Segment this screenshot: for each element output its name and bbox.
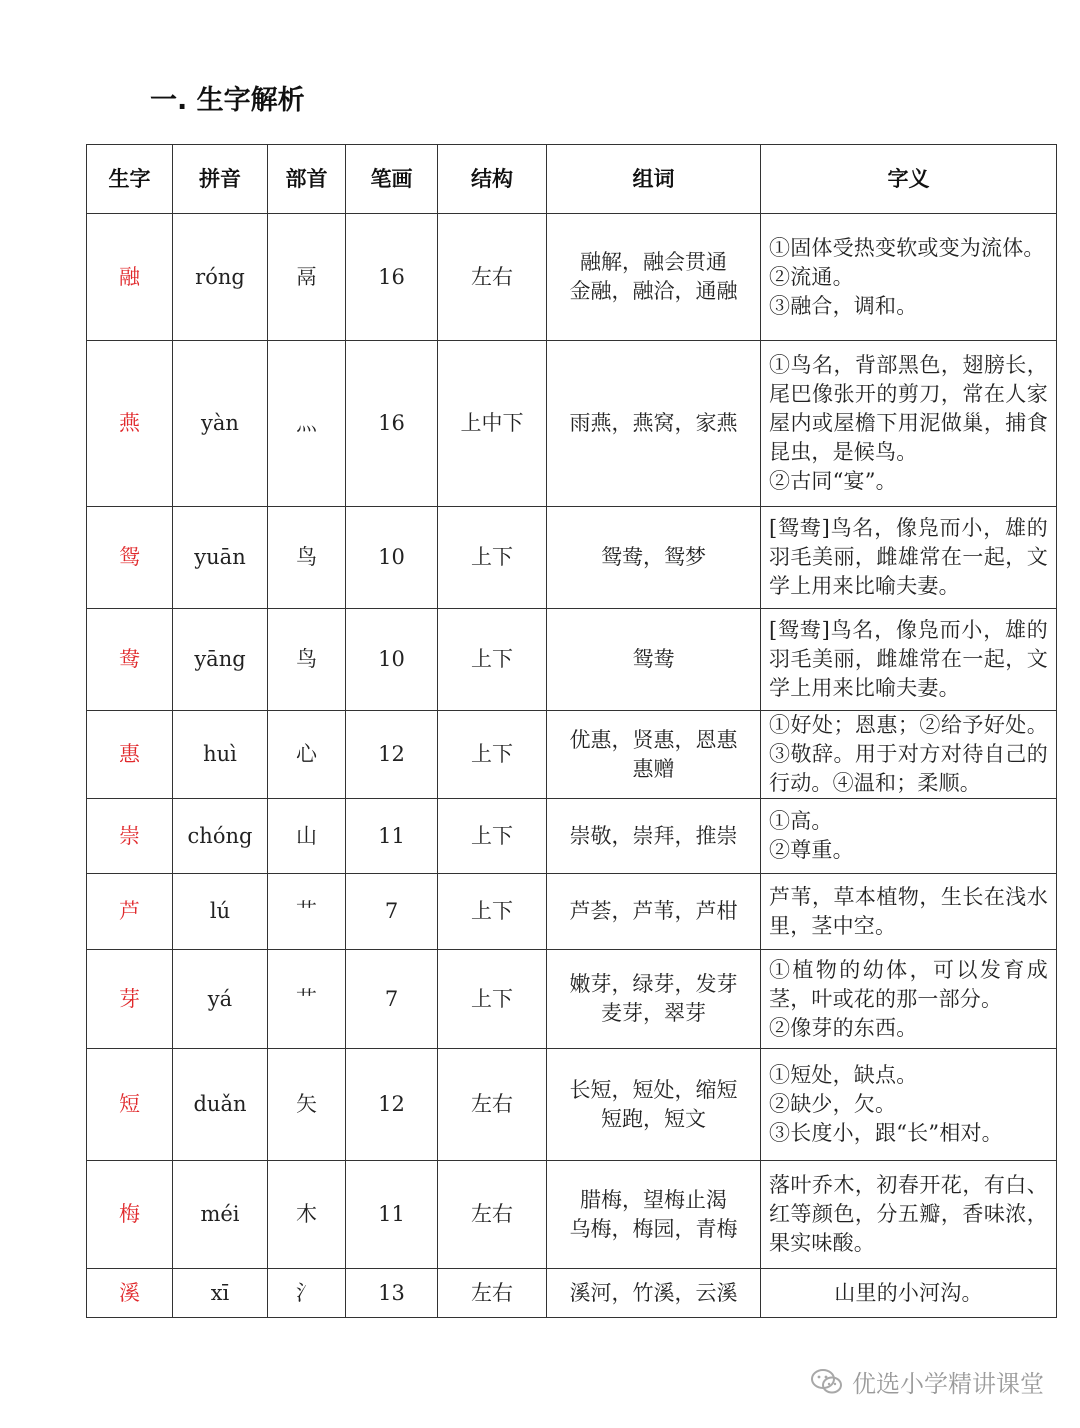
table-row <box>87 609 1057 711</box>
table-header-row <box>87 145 1057 214</box>
cell-words <box>547 874 761 950</box>
cell-meaning <box>761 341 1057 507</box>
cell-radical: 鬲 <box>268 214 346 341</box>
table-row <box>87 214 1057 341</box>
cell-pinyin: duǎn <box>173 1049 268 1161</box>
cell-char: 短 <box>87 1049 173 1161</box>
word-line: 嫩芽，绿芽，发芽 <box>569 972 738 996</box>
cell-words <box>547 711 761 799</box>
character-table <box>86 144 1057 1318</box>
word-line: 融解，融会贯通 <box>580 250 727 274</box>
cell-pinyin: yāng <box>173 609 268 711</box>
meaning-line: ②古同“宴”。 <box>769 469 897 493</box>
word-line: 麦芽，翠芽 <box>601 1001 706 1025</box>
cell-meaning <box>761 950 1057 1049</box>
cell-meaning <box>761 214 1057 341</box>
meaning-line: ①短处，缺点。 <box>769 1063 918 1087</box>
wechat-icon <box>810 1367 844 1397</box>
cell-char: 融 <box>87 214 173 341</box>
word-line: 溪河，竹溪，云溪 <box>569 1280 738 1305</box>
footer-watermark <box>810 1364 1044 1399</box>
header-strokes: 笔画 <box>346 145 438 214</box>
meaning-line: ②流通。 <box>769 264 854 289</box>
cell-pinyin: chóng <box>173 799 268 874</box>
table-row <box>87 1161 1057 1269</box>
cell-words <box>547 609 761 711</box>
footer-text: 优选小学精讲课堂 <box>852 1370 1044 1398</box>
word-line: 乌梅，梅园，青梅 <box>569 1216 738 1241</box>
word-line: 优惠，贤惠，恩惠 <box>569 727 738 752</box>
word-line: 长短，短处，缩短 <box>569 1077 738 1102</box>
cell-meaning <box>761 1161 1057 1269</box>
meaning-line: ②缺少，欠。 <box>769 1092 897 1116</box>
header-pinyin: 拼音 <box>173 145 268 214</box>
header-words: 组词 <box>547 145 761 214</box>
word-line: 腊梅，望梅止渴 <box>580 1187 727 1212</box>
cell-meaning <box>761 609 1057 711</box>
cell-structure: 左右 <box>438 1049 547 1161</box>
table-row <box>87 341 1057 507</box>
cell-strokes: 16 <box>346 214 438 341</box>
meaning-line: 山里的小河沟。 <box>834 1280 983 1305</box>
cell-char: 溪 <box>87 1269 173 1318</box>
cell-pinyin: yàn <box>173 341 268 507</box>
header-structure: 结构 <box>438 145 547 214</box>
cell-strokes: 10 <box>346 609 438 711</box>
table-row <box>87 1269 1057 1318</box>
meaning-line: ③融合，调和。 <box>769 293 918 318</box>
header-char: 生字 <box>87 145 173 214</box>
word-line: 崇敬，崇拜，推崇 <box>569 823 738 848</box>
cell-structure: 左右 <box>438 214 547 341</box>
cell-radical: 心 <box>268 711 346 799</box>
cell-words <box>547 341 761 507</box>
cell-structure: 左右 <box>438 1269 547 1318</box>
cell-strokes: 11 <box>346 799 438 874</box>
table-row <box>87 799 1057 874</box>
cell-words <box>547 214 761 341</box>
word-line: 惠赠 <box>632 756 675 781</box>
cell-radical: 矢 <box>268 1049 346 1161</box>
cell-strokes: 13 <box>346 1269 438 1318</box>
cell-radical: 氵 <box>268 1269 346 1318</box>
cell-strokes: 16 <box>346 341 438 507</box>
table-row <box>87 711 1057 799</box>
meaning-line: ②尊重。 <box>769 838 854 862</box>
cell-strokes: 7 <box>346 874 438 950</box>
meaning-line: ③长度小，跟“长”相对。 <box>769 1121 1003 1145</box>
word-line: 金融，融洽，通融 <box>569 279 738 303</box>
cell-radical: 灬 <box>268 341 346 507</box>
cell-meaning <box>761 1049 1057 1161</box>
word-line: 鸳鸯，鸳梦 <box>601 545 706 569</box>
meaning-line: ①高。 <box>769 809 833 833</box>
cell-meaning <box>761 799 1057 874</box>
table-row <box>87 1049 1057 1161</box>
cell-structure: 上下 <box>438 711 547 799</box>
cell-pinyin: róng <box>173 214 268 341</box>
section-title: 一. 生字解析 <box>150 85 305 116</box>
cell-strokes: 7 <box>346 950 438 1049</box>
cell-radical: 山 <box>268 799 346 874</box>
meaning-line: 落叶乔木，初春开花，有白、红等颜色，分五瓣，香味浓，果实味酸。 <box>769 1173 1048 1255</box>
word-line: 雨燕，燕窝，家燕 <box>569 411 738 435</box>
cell-pinyin: yá <box>173 950 268 1049</box>
meaning-line: ①植物的幼体，可以发育成茎，叶或花的那一部分。 <box>769 957 1048 1011</box>
cell-pinyin: lú <box>173 874 268 950</box>
cell-meaning <box>761 1269 1057 1318</box>
table-row <box>87 874 1057 950</box>
cell-char: 崇 <box>87 799 173 874</box>
cell-structure: 上下 <box>438 950 547 1049</box>
cell-words <box>547 507 761 609</box>
word-line: 芦荟，芦苇，芦柑 <box>569 899 738 923</box>
cell-words <box>547 1161 761 1269</box>
word-line: 鸳鸯 <box>632 647 675 671</box>
table-row <box>87 507 1057 609</box>
cell-structure: 上下 <box>438 874 547 950</box>
cell-char: 鸳 <box>87 507 173 609</box>
table-row <box>87 950 1057 1049</box>
cell-radical: 艹 <box>268 874 346 950</box>
cell-char: 燕 <box>87 341 173 507</box>
cell-structure: 上下 <box>438 609 547 711</box>
cell-pinyin: xī <box>173 1269 268 1318</box>
meaning-line: ①固体受热变软或变为流体。 <box>769 235 1045 260</box>
cell-meaning <box>761 711 1057 799</box>
meaning-line: [鸳鸯]鸟名，像凫而小，雄的羽毛美丽，雌雄常在一起，文学上用来比喻夫妻。 <box>769 516 1048 598</box>
cell-char: 惠 <box>87 711 173 799</box>
cell-pinyin: huì <box>173 711 268 799</box>
cell-meaning <box>761 507 1057 609</box>
cell-radical: 鸟 <box>268 507 346 609</box>
cell-char: 芦 <box>87 874 173 950</box>
cell-strokes: 12 <box>346 1049 438 1161</box>
cell-words <box>547 1269 761 1318</box>
meaning-line: ①好处；恩惠；②给予好处。③敬辞。用于对方对待自己的行动。④温和；柔顺。 <box>769 713 1048 795</box>
meaning-line: ②像芽的东西。 <box>769 1015 918 1040</box>
cell-structure: 上下 <box>438 507 547 609</box>
cell-radical: 木 <box>268 1161 346 1269</box>
cell-pinyin: méi <box>173 1161 268 1269</box>
cell-char: 鸯 <box>87 609 173 711</box>
meaning-line: [鸳鸯]鸟名，像凫而小，雄的羽毛美丽，雌雄常在一起，文学上用来比喻夫妻。 <box>769 618 1048 700</box>
cell-strokes: 10 <box>346 507 438 609</box>
cell-words <box>547 950 761 1049</box>
meaning-line: 芦苇，草本植物，生长在浅水里，茎中空。 <box>769 884 1048 938</box>
cell-char: 芽 <box>87 950 173 1049</box>
cell-radical: 鸟 <box>268 609 346 711</box>
cell-pinyin: yuān <box>173 507 268 609</box>
cell-structure: 左右 <box>438 1161 547 1269</box>
header-meaning: 字义 <box>761 145 1057 214</box>
cell-words <box>547 1049 761 1161</box>
cell-meaning <box>761 874 1057 950</box>
cell-radical: 艹 <box>268 950 346 1049</box>
meaning-line: ①鸟名，背部黑色，翅膀长，尾巴像张开的剪刀，常在人家屋内或屋檐下用泥做巢，捕食昆虫，是候鸟。 <box>769 353 1048 464</box>
cell-strokes: 12 <box>346 711 438 799</box>
cell-char: 梅 <box>87 1161 173 1269</box>
header-radical: 部首 <box>268 145 346 214</box>
word-line: 短跑，短文 <box>601 1106 706 1131</box>
cell-structure: 上下 <box>438 799 547 874</box>
cell-structure: 上中下 <box>438 341 547 507</box>
cell-strokes: 11 <box>346 1161 438 1269</box>
cell-words <box>547 799 761 874</box>
